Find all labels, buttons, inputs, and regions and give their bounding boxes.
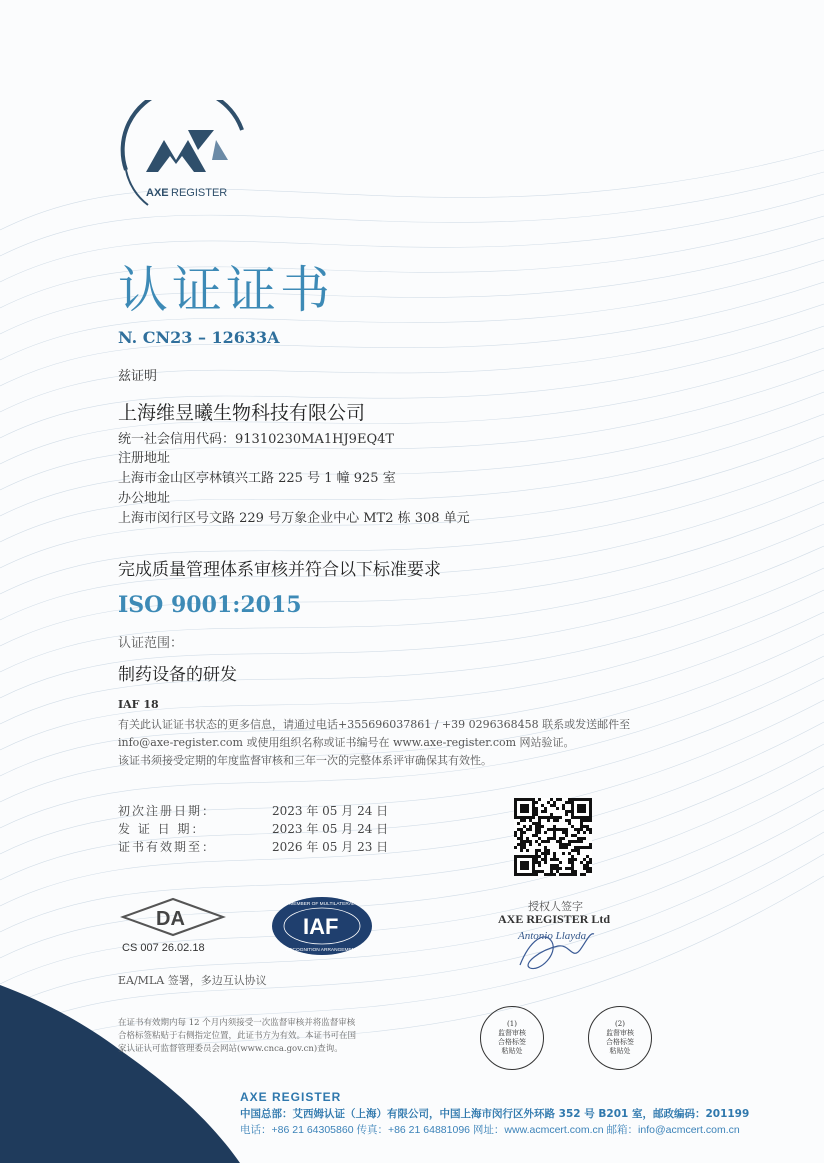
reg-address-label: 注册地址 (118, 451, 171, 466)
footer-hq-address: 中国总部：艾西姆认证（上海）有限公司，中国上海市闵行区外环路 352 号 B201 室，邮政编码：201199 (240, 1108, 750, 1120)
credit-code: 统一社会信用代码：91310230MA1HJ9EQ4T (118, 432, 395, 447)
scope-label: 认证范围： (118, 636, 184, 651)
notice-line-1: 在证书有效期内每 12 个月内须接受一次监督审核并将监督审核 (118, 1018, 356, 1028)
reg-address: 上海市金山区亭林镇兴工路 225 号 1 幢 925 室 (118, 471, 396, 486)
footer-contact: 电话：+86 21 64305860 传真：+86 21 64881096 网址：www.acmcert.com.cn 邮箱：info@acmcert.com.cn (240, 1124, 740, 1136)
standard-name: ISO 9001:2015 (118, 592, 302, 618)
date-label-expiry: 证书有效期至： (118, 840, 217, 854)
footer-brand: AXE REGISTER (240, 1090, 342, 1104)
handwritten-signature (510, 920, 600, 980)
notice-block (118, 1017, 356, 1056)
notice-line-2: 合格标签粘贴于右侧指定位置，此证书方为有效。本证书可在国 (118, 1031, 357, 1041)
signature-label: 授权人签字 (528, 900, 583, 913)
iaf-logo-text: IAF (303, 914, 339, 939)
iaf-logo-top-text: MEMBER OF MULTILATERAL (289, 902, 355, 907)
axe-register-logo (118, 100, 248, 212)
date-value-issue: 2023 年 05 月 24 日 (272, 822, 389, 836)
notice-line-3: 家认证认可监督管理委员会网站(www.cnca.gov.cn)查询。 (118, 1044, 343, 1054)
da-code: CS 007 26.02.18 (122, 942, 205, 954)
info-line-1: 有关此认证证书状态的更多信息，请通过电话+355696037861 / +39 0296368458 联系或发送邮件至 (118, 718, 631, 731)
surveillance-seal-2: (2) 监督审核 合格标签 粘贴处 (588, 1006, 652, 1070)
iaf-code: IAF 18 (118, 698, 159, 711)
date-value-initial: 2023 年 05 月 24 日 (272, 804, 389, 818)
date-value-expiry: 2026 年 05 月 23 日 (272, 840, 389, 854)
hereby-label: 兹证明 (118, 369, 158, 384)
qr-code[interactable] (514, 798, 592, 876)
office-address-label: 办公地址 (118, 491, 171, 506)
accredia-logo (118, 895, 228, 955)
signature-name: Antonio Llayda (518, 930, 587, 942)
date-label-issue: 发 证 日 期： (118, 822, 206, 836)
info-line-2: info@axe-register.com 或使用组织名称或证书编号在 www.axe-register.com 网站验证。 (118, 736, 575, 749)
standard-heading: 完成质量管理体系审核并符合以下标准要求 (118, 560, 441, 580)
scope-value: 制药设备的研发 (118, 665, 237, 685)
office-address: 上海市闵行区号文路 229 号万象企业中心 MT2 栋 308 单元 (118, 511, 470, 526)
iaf-logo-bottom-text: RECOGNITION ARRANGEMENT (285, 948, 359, 953)
surveillance-seal-1: (1) 监督审核 合格标签 粘贴处 (480, 1006, 544, 1070)
logo-brand-light: REGISTER (171, 187, 228, 199)
da-logo-text: DA (156, 908, 185, 930)
certificate-number: N. CN23 – 12633A (118, 328, 280, 347)
ea-mla-text: EA/MLA 签署，多边互认协议 (118, 974, 267, 987)
iaf-mla-logo (270, 895, 374, 957)
info-line-3: 该证书须接受定期的年度监督审核和三年一次的完整体系评审确保其有效性。 (118, 754, 492, 767)
company-name: 上海维昱曦生物科技有限公司 (118, 402, 366, 424)
signature-company: AXE REGISTER Ltd (498, 912, 611, 926)
logo-brand-bold: AXE (146, 187, 169, 199)
date-label-initial: 初次注册日期： (118, 804, 217, 818)
certificate-title: 认证证书 (118, 261, 334, 319)
